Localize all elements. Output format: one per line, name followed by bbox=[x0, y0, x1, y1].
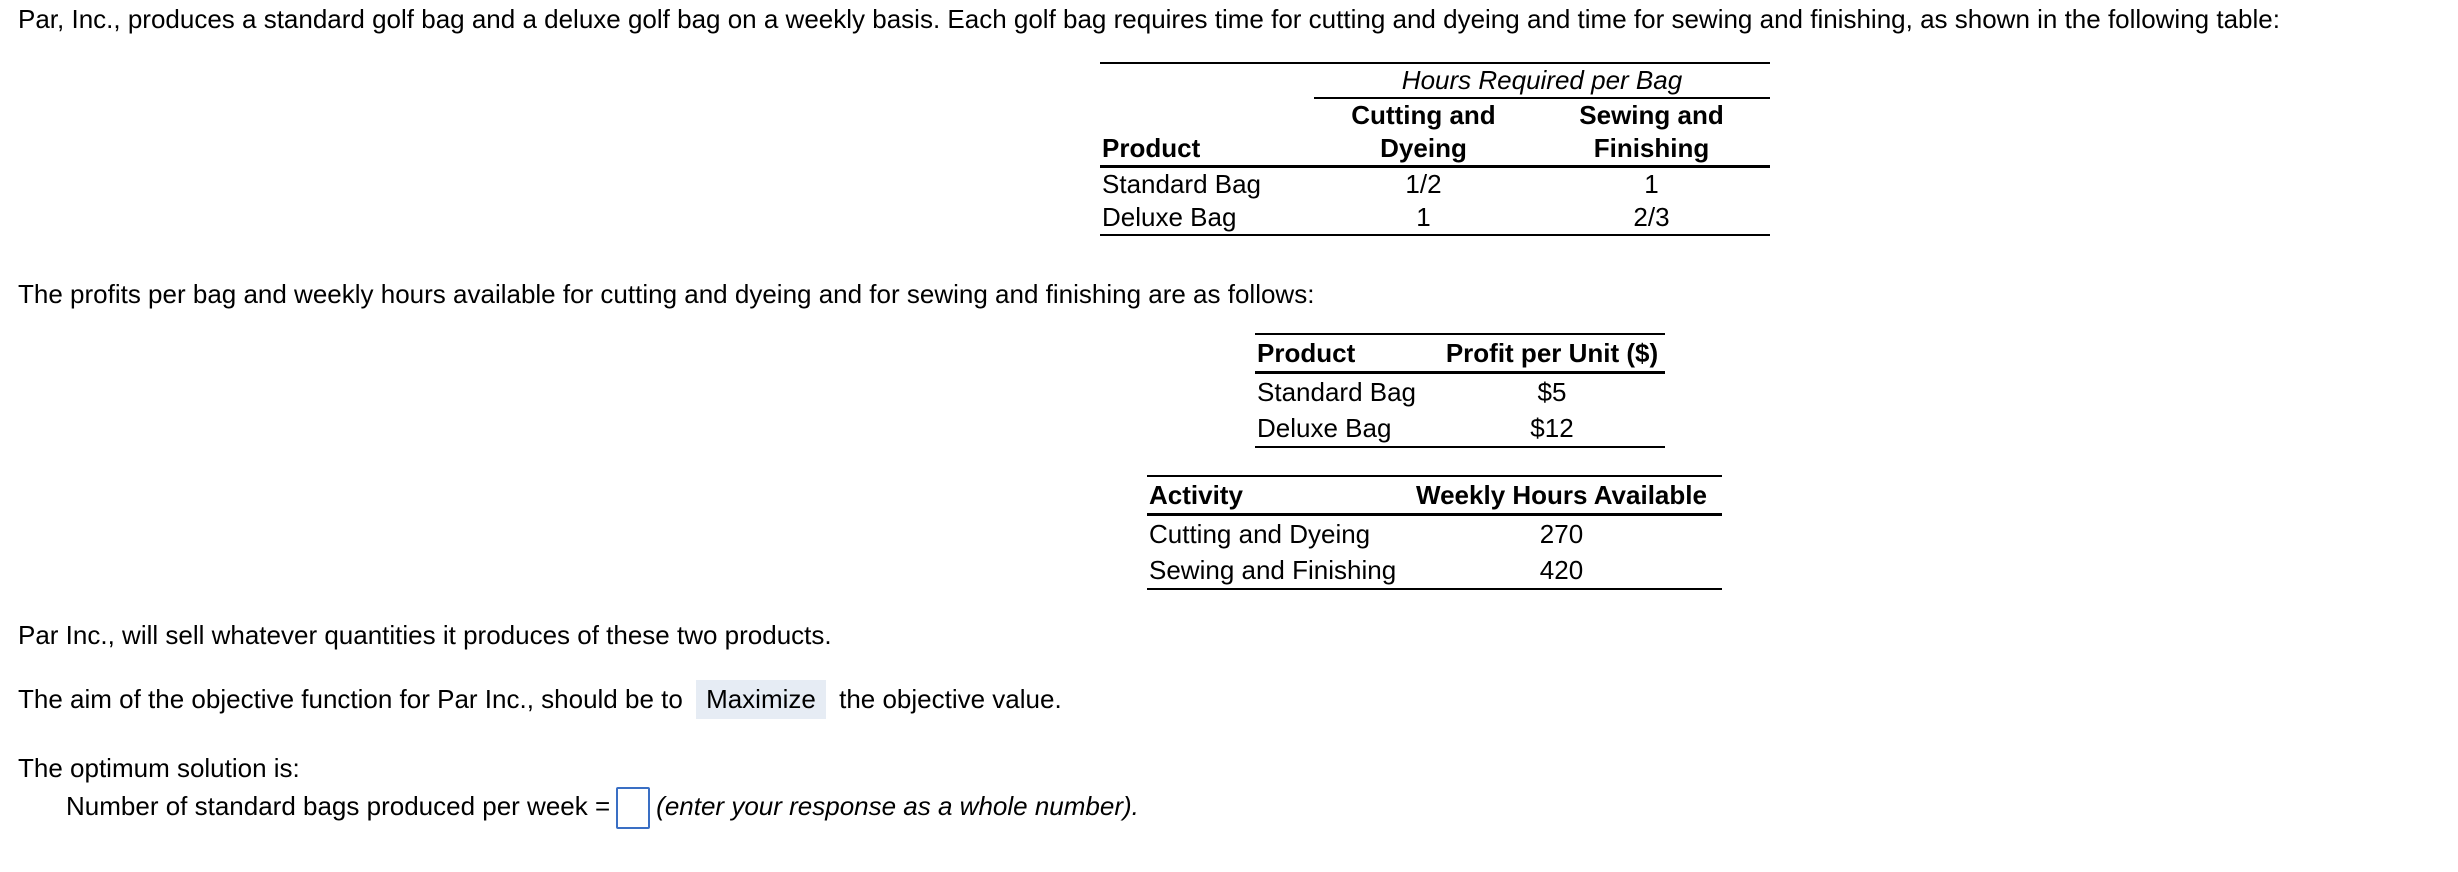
row-cutting: 1 bbox=[1314, 201, 1533, 235]
optimum-heading: The optimum solution is: bbox=[18, 753, 300, 783]
objective-suffix: the objective value. bbox=[839, 684, 1062, 714]
table-row bbox=[1255, 410, 1665, 447]
col-header-activity: Activity bbox=[1147, 476, 1401, 515]
row-activity: Cutting and Dyeing bbox=[1149, 519, 1371, 549]
row-hours: 270 bbox=[1539, 519, 1584, 549]
col-header-product: Product bbox=[1100, 98, 1314, 167]
optimum-line bbox=[66, 784, 1139, 829]
table-row bbox=[1147, 515, 1722, 553]
hours-required-table bbox=[1100, 62, 1770, 236]
row-sewing: 2/3 bbox=[1533, 201, 1770, 235]
profits-intro-text: The profits per bag and weekly hours available for cutting and dyeing and for sewing and finishing are as follows: bbox=[18, 279, 1315, 309]
table-row bbox=[1147, 552, 1722, 589]
row-sewing: 1 bbox=[1644, 169, 1659, 199]
row-hours: 420 bbox=[1401, 552, 1722, 589]
profit-table bbox=[1255, 333, 1665, 448]
standard-bags-label: Number of standard bags produced per week = bbox=[66, 791, 611, 821]
hours-group-header: Hours Required per Bag bbox=[1314, 63, 1770, 98]
objective-answer-select[interactable]: Maximize bbox=[696, 680, 826, 719]
table-row bbox=[1255, 373, 1665, 411]
col-header-cutting: Cutting and Dyeing bbox=[1314, 98, 1533, 167]
standard-bags-input[interactable] bbox=[616, 787, 650, 829]
sell-statement: Par Inc., will sell whatever quantities it produces of these two products. bbox=[18, 620, 832, 650]
objective-prefix: The aim of the objective function for Par Inc., should be to bbox=[18, 684, 683, 714]
row-profit: $5 bbox=[1537, 377, 1567, 407]
row-product: Deluxe Bag bbox=[1100, 201, 1314, 235]
col-header-sewing: Sewing and Finishing bbox=[1533, 98, 1770, 167]
col-header-profit: Profit per Unit ($) bbox=[1439, 334, 1665, 373]
table-row bbox=[1100, 167, 1770, 202]
row-cutting: 1/2 bbox=[1405, 169, 1442, 199]
table-row bbox=[1100, 201, 1770, 235]
row-profit: $12 bbox=[1439, 410, 1665, 447]
intro-text: Par, Inc., produces a standard golf bag and a deluxe golf bag on a weekly basis. Each golf bag requires time for cutting and dyeing and time for sewing and finishing, as shown in the following table: bbox=[18, 4, 2280, 34]
row-product: Standard Bag bbox=[1102, 169, 1262, 199]
col-header-product: Product bbox=[1255, 334, 1439, 373]
response-hint: (enter your response as a whole number). bbox=[656, 791, 1139, 821]
objective-line bbox=[18, 680, 1062, 719]
row-activity: Sewing and Finishing bbox=[1147, 552, 1401, 589]
col-header-hours: Weekly Hours Available bbox=[1401, 476, 1722, 515]
row-product: Deluxe Bag bbox=[1255, 410, 1439, 447]
hours-available-table bbox=[1147, 475, 1722, 590]
row-product: Standard Bag bbox=[1257, 377, 1417, 407]
